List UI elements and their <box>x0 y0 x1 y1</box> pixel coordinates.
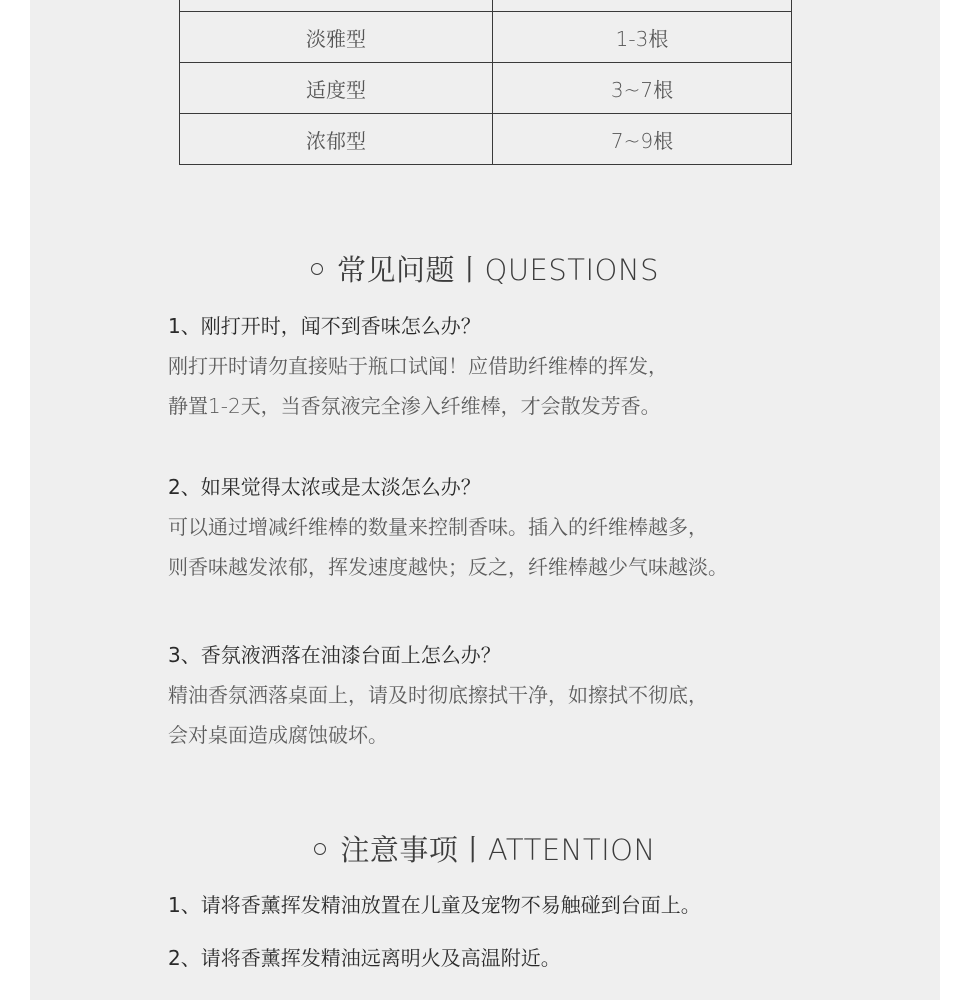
table-row <box>180 63 792 114</box>
table-cell-type: 适度型 <box>180 63 493 114</box>
answer-line: 则香味越发浓郁，挥发速度越快；反之，纤维棒越少气味越淡。 <box>168 555 728 579</box>
question-item-1 <box>168 306 888 426</box>
questions-title: 常见问题丨QUESTIONS <box>337 253 659 287</box>
question-item-2 <box>168 467 888 587</box>
stick-count-table <box>179 0 792 165</box>
attention-item-1 <box>168 885 888 925</box>
table-cell-type: 浓郁型 <box>180 114 493 165</box>
answer-line: 刚打开时请勿直接贴于瓶口试闻！应借助纤维棒的挥发， <box>168 354 668 378</box>
table-cell-type: 淡雅型 <box>180 12 493 63</box>
table-cell-count: 7~9根 <box>493 114 792 165</box>
table-cell-count <box>493 0 792 12</box>
attention-text: 2、请将香薰挥发精油远离明火及高温附近。 <box>168 946 561 970</box>
attention-item-2 <box>168 938 888 978</box>
questions-heading <box>0 248 970 289</box>
attention-text: 1、请将香薰挥发精油放置在儿童及宠物不易触碰到台面上。 <box>168 893 701 917</box>
table-row <box>180 114 792 165</box>
circle-bullet-icon <box>314 843 326 855</box>
answer-line: 会对桌面造成腐蚀破坏。 <box>168 723 388 747</box>
table-cell-count: 1-3根 <box>493 12 792 63</box>
answer-line: 精油香氛洒落桌面上，请及时彻底擦拭干净，如擦拭不彻底， <box>168 683 708 707</box>
answer-line: 可以通过增减纤维棒的数量来控制香味。插入的纤维棒越多， <box>168 515 708 539</box>
circle-bullet-icon <box>311 263 323 275</box>
table-cell-type <box>180 0 493 12</box>
table-row <box>180 12 792 63</box>
question-text: 1、刚打开时，闻不到香味怎么办？ <box>168 314 481 338</box>
question-text: 2、如果觉得太浓或是太淡怎么办？ <box>168 475 481 499</box>
table-row <box>180 0 792 12</box>
question-item-3 <box>168 635 888 755</box>
attention-heading <box>0 828 970 869</box>
answer-line: 静置1-2天，当香氛液完全渗入纤维棒，才会散发芳香。 <box>168 394 661 418</box>
attention-title: 注意事项丨ATTENTION <box>340 833 656 867</box>
question-text: 3、香氛液洒落在油漆台面上怎么办？ <box>168 643 501 667</box>
table-cell-count: 3~7根 <box>493 63 792 114</box>
